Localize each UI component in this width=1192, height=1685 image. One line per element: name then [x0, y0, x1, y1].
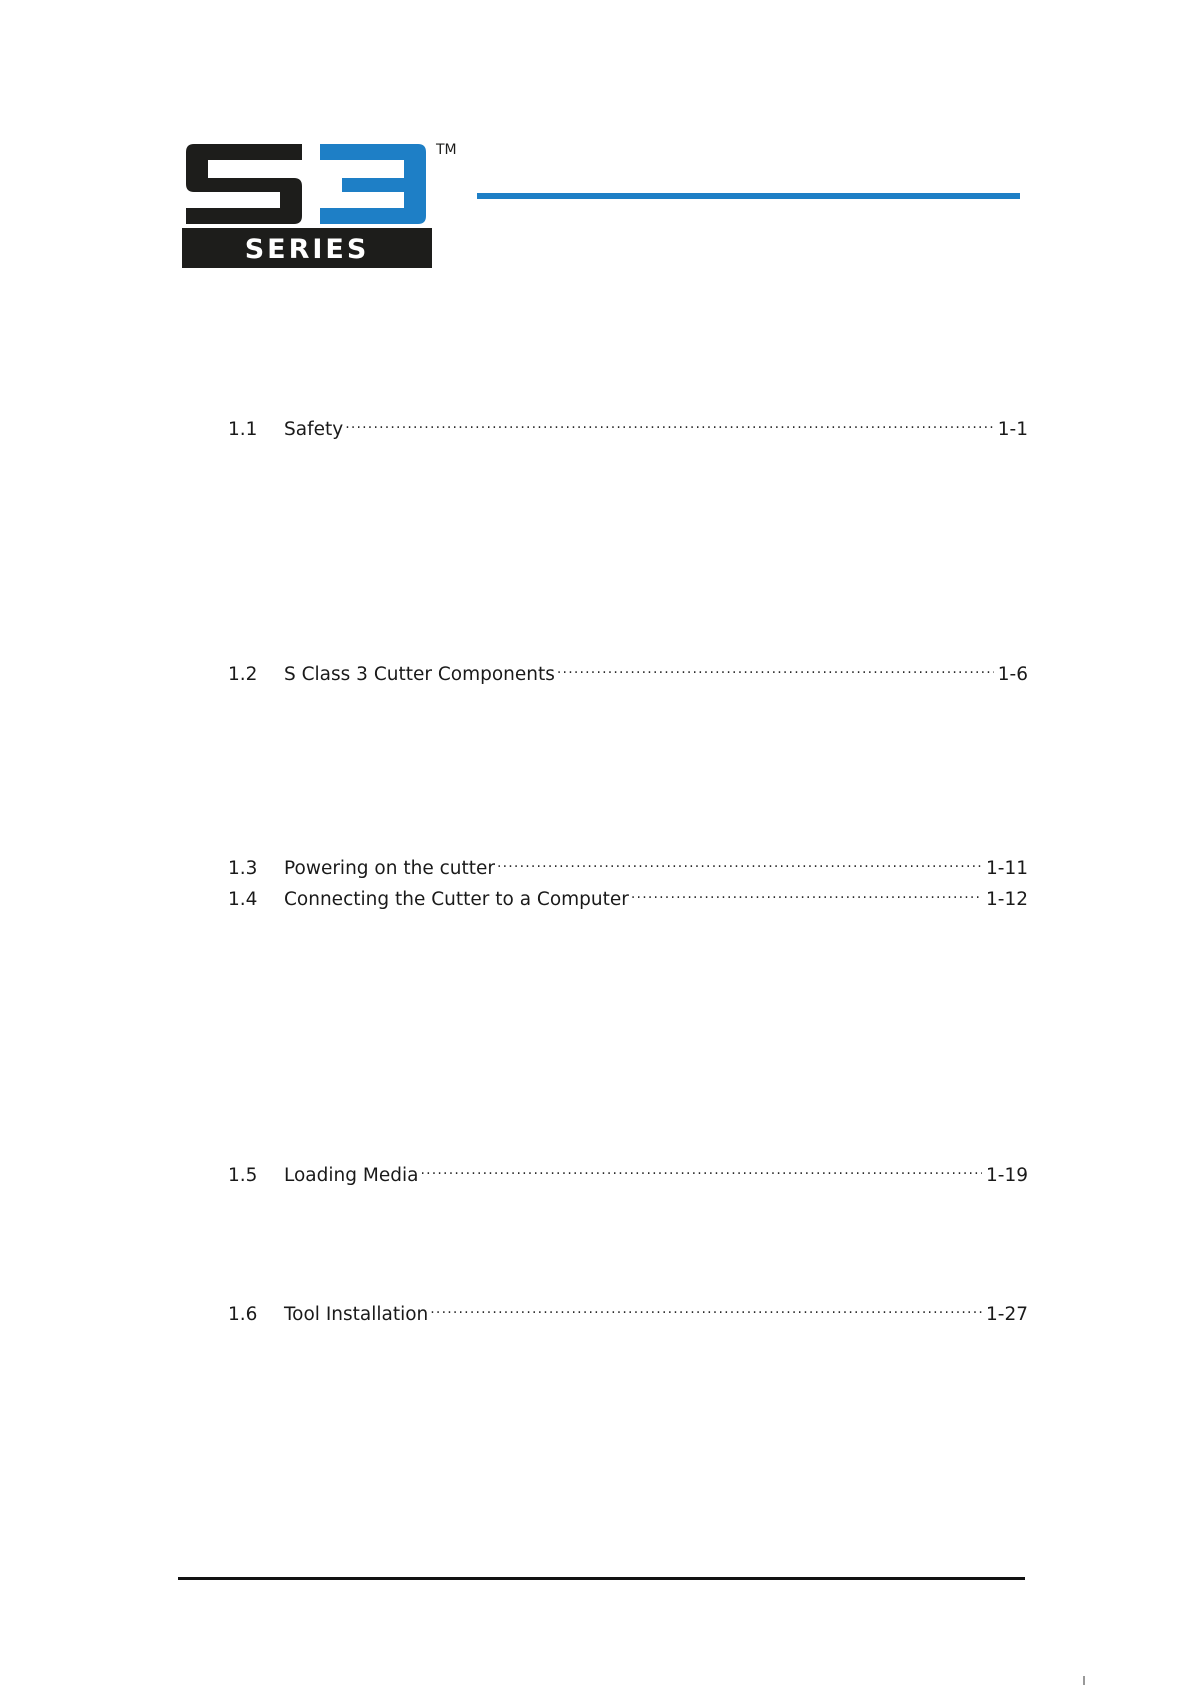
toc-dot-leader [420, 1155, 982, 1181]
toc-entry-number: 1.2 [228, 664, 258, 685]
toc-entry-page: 1-12 [986, 889, 1028, 910]
toc-entry-number: 1.4 [228, 889, 258, 910]
toc-dot-leader [430, 1294, 982, 1320]
toc-dot-leader [557, 654, 994, 680]
toc-entry-number: 1.5 [228, 1165, 258, 1186]
toc-entry-page: 1-11 [986, 858, 1028, 879]
toc-entry-title: Connecting the Cutter to a Computer [284, 889, 629, 910]
svg-text:TM: TM [436, 142, 457, 158]
toc-entry-number: 1.3 [228, 858, 258, 879]
toc-entry-title: Loading Media [284, 1165, 419, 1186]
toc-entry-page: 1-27 [986, 1304, 1028, 1325]
footer-divider [178, 1577, 1025, 1580]
toc-entry-number: 1.1 [228, 419, 258, 440]
toc-entry-loading-media[interactable] [228, 1155, 1028, 1186]
toc-dot-leader [631, 879, 982, 905]
page-corner-mark [1083, 1676, 1085, 1685]
toc-entry-connecting-computer[interactable] [228, 879, 1028, 910]
toc-entry-page: 1-6 [997, 664, 1028, 685]
toc-entry-powering-on[interactable] [228, 848, 1028, 879]
toc-entry-page: 1-19 [986, 1165, 1028, 1186]
toc-dot-leader [497, 848, 982, 874]
toc-entry-page: 1-1 [997, 419, 1028, 440]
s3-series-logo [182, 140, 472, 270]
header-divider [477, 193, 1020, 199]
toc-entry-title: Tool Installation [284, 1304, 429, 1325]
toc-entry-safety[interactable] [228, 409, 1028, 440]
toc-dot-leader [345, 409, 994, 435]
toc-entry-title: Safety [284, 419, 344, 440]
svg-text:SERIES: SERIES [244, 234, 370, 265]
toc-entry-tool-installation[interactable] [228, 1294, 1028, 1325]
toc-entry-title: Powering on the cutter [284, 858, 495, 879]
toc-entry-title: S Class 3 Cutter Components [284, 664, 555, 685]
toc-entry-number: 1.6 [228, 1304, 258, 1325]
toc-entry-cutter-components[interactable] [228, 654, 1028, 685]
